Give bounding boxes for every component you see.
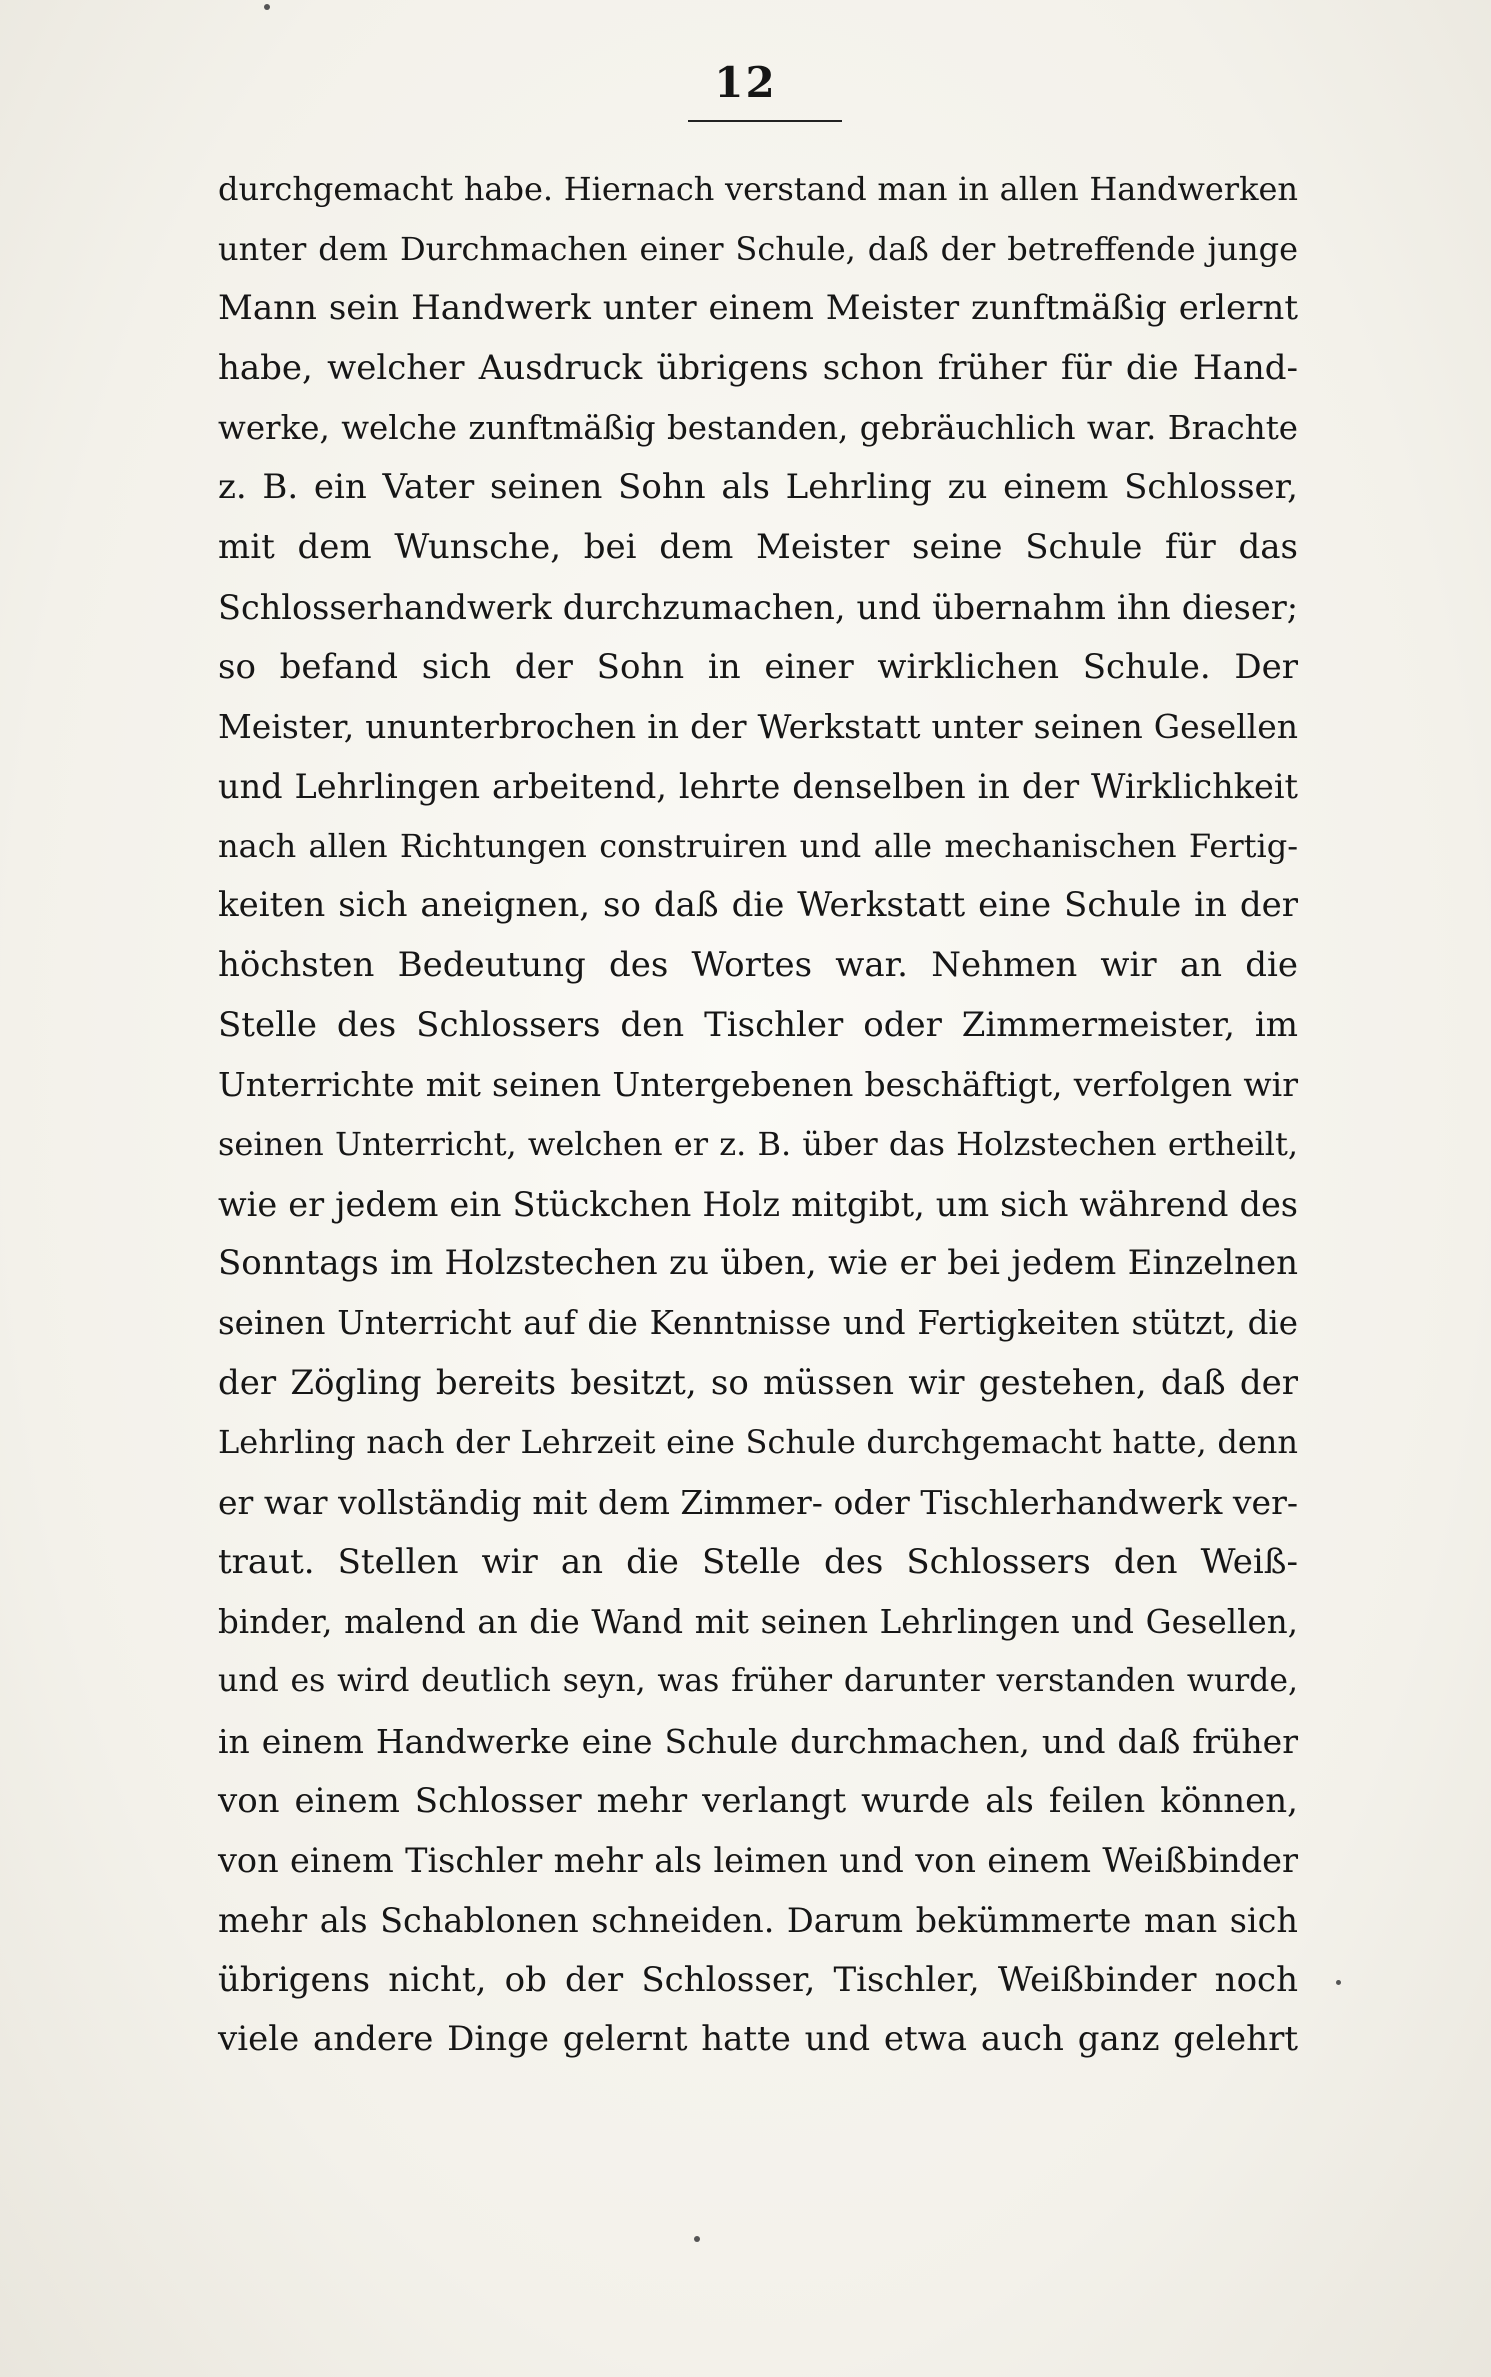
text-line: viele andere Dinge gelernt hatte und etwa auch ganz gelehrt	[218, 2019, 1298, 2060]
text-line: durchgemacht habe. Hiernach verstand man in allen Handwerken	[218, 170, 1298, 208]
text-line: und es wird deutlich seyn, was früher darunter verstanden wurde,	[218, 1663, 1298, 1700]
paper-speck	[1336, 1980, 1341, 1985]
text-line: der Zögling bereits besitzt, so müssen wir gestehen, daß der	[218, 1362, 1298, 1403]
text-line: höchsten Bedeutung des Wortes war. Nehmen wir an die	[218, 944, 1298, 985]
text-line: werke, welche zunftmäßig bestanden, gebräuchlich war. Brachte	[218, 408, 1298, 447]
text-line: Meister, ununterbrochen in der Werkstatt unter seinen Gesellen	[218, 707, 1298, 747]
text-line: keiten sich aneignen, so daß die Werkstatt eine Schule in der	[218, 885, 1298, 926]
text-line: er war vollständig mit dem Zimmer- oder Tischlerhandwerk ver-	[218, 1483, 1298, 1523]
text-line: seinen Unterricht auf die Kenntnisse und Fertigkeiten stützt, die	[218, 1304, 1298, 1343]
text-line: Mann sein Handwerk unter einem Meister zunftmäßig erlernt	[218, 288, 1298, 329]
text-line: Unterrichte mit seinen Untergebenen beschäftigt, verfolgen wir	[218, 1065, 1298, 1105]
text-line: Schlosserhandwerk durchzumachen, und übernahm ihn dieser;	[218, 587, 1298, 627]
text-line: in einem Handwerke eine Schule durchmachen, und daß früher	[218, 1721, 1298, 1761]
paper-speck	[694, 2236, 700, 2242]
text-line: Stelle des Schlossers den Tischler oder Zimmermeister, im	[218, 1004, 1298, 1045]
paper-speck	[264, 4, 270, 10]
text-line: so befand sich der Sohn in einer wirklichen Schule. Der	[218, 646, 1298, 687]
body-text	[218, 160, 1298, 2070]
text-line: unter dem Durchmachen einer Schule, daß der betreffende junge	[218, 229, 1298, 268]
text-line: von einem Schlosser mehr verlangt wurde als feilen können,	[218, 1780, 1298, 1821]
text-line: z. B. ein Vater seinen Sohn als Lehrling zu einem Schlosser,	[218, 467, 1298, 508]
text-line: binder, malend an die Wand mit seinen Lehrlingen und Gesellen,	[218, 1602, 1298, 1641]
text-line: Lehrling nach der Lehrzeit eine Schule durchgemacht hatte, denn	[218, 1423, 1298, 1462]
text-line: traut. Stellen wir an die Stelle des Schlossers den Weiß-	[218, 1541, 1298, 1582]
text-line: mit dem Wunsche, bei dem Meister seine Schule für das	[218, 527, 1298, 568]
text-line: seinen Unterricht, welchen er z. B. über das Holzstechen ertheilt,	[218, 1125, 1298, 1163]
text-line: und Lehrlingen arbeitend, lehrte denselben in der Wirklichkeit	[218, 766, 1298, 806]
text-line: habe, welcher Ausdruck übrigens schon früher für die Hand-	[218, 348, 1298, 389]
text-line: wie er jedem ein Stückchen Holz mitgibt, um sich während des	[218, 1184, 1298, 1224]
text-line: übrigens nicht, ob der Schlosser, Tischler, Weißbinder noch	[218, 1959, 1298, 2000]
header-rule	[688, 120, 842, 122]
text-line: Sonntags im Holzstechen zu üben, wie er bei jedem Einzelnen	[218, 1243, 1298, 1284]
text-line: von einem Tischler mehr als leimen und von einem Weißbinder	[218, 1841, 1298, 1881]
text-line: mehr als Schablonen schneiden. Darum bekümmerte man sich	[218, 1900, 1298, 1940]
text-line: nach allen Richtungen construiren und alle mechanischen Fertig-	[218, 826, 1298, 865]
page-number: 12	[714, 58, 777, 107]
